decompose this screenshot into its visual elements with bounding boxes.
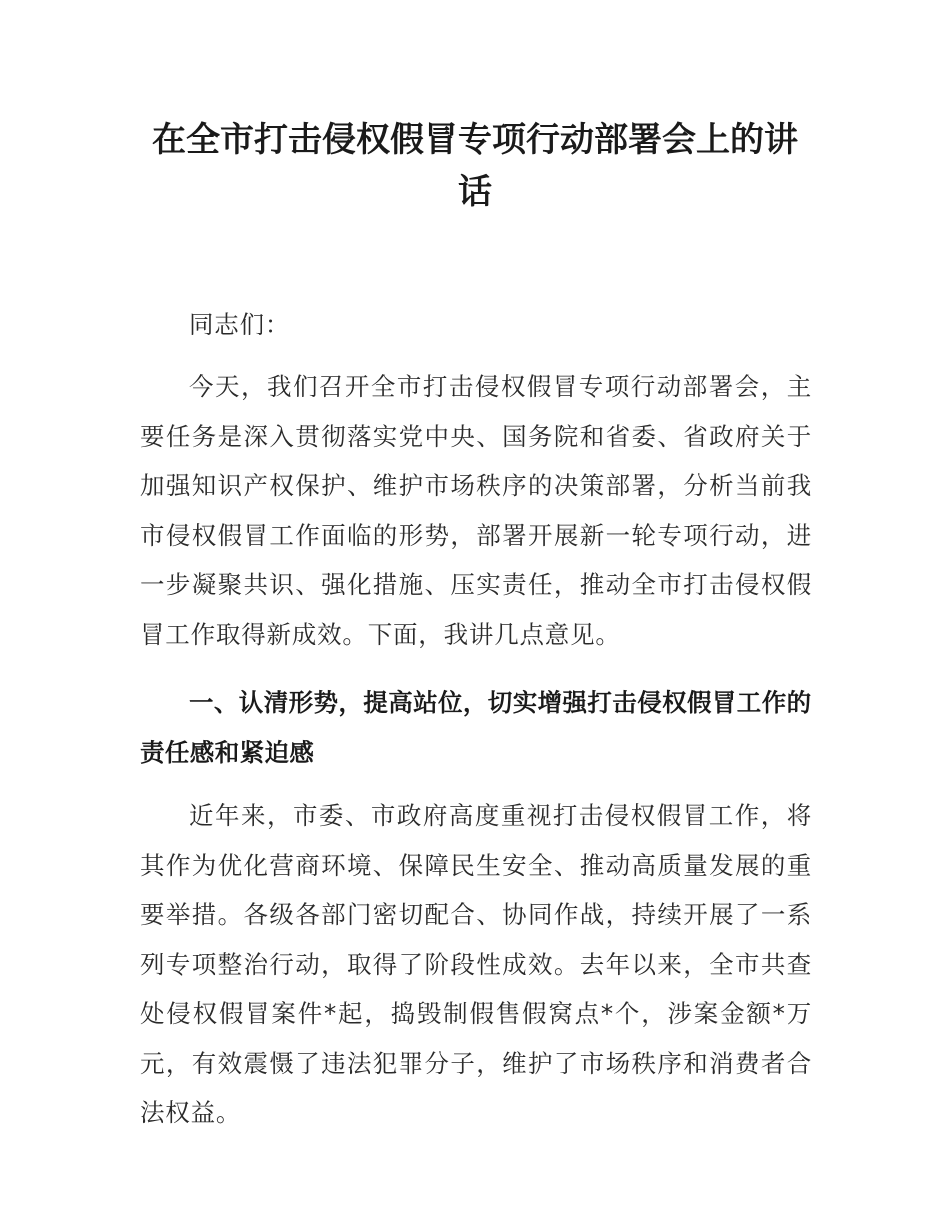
document-title: 在全市打击侵权假冒专项行动部署会上的讲话 [152,120,798,212]
body-paragraph-1: 今天，我们召开全市打击侵权假冒专项行动部署会，主要任务是深入贯彻落实党中央、国务院和省委、省政府关于加强知识产权保护、维护市场秩序的决策部署，分析当前我市侵权假冒工作面临的形势，部署开展新一轮专项行动，进一步凝聚共识、强化措施、压实责任，推动全市打击侵权假冒工作取得新成效。下面，我讲几点意见。 [140,372,812,649]
section-heading-1: 一、认清形势，提高站位，切实增强打击侵权假冒工作的责任感和紧迫感 [140,688,812,767]
body-paragraph-2: 近年来，市委、市政府高度重视打击侵权假冒工作，将其作为优化营商环境、保障民生安全、推动高质量发展的重要举措。各级各部门密切配合、协同作战，持续开展了一系列专项整治行动，取得了阶段性成效。去年以来，全市共查处侵权假冒案件*起，捣毁制假售假窝点*个，涉案金额*万元，有效震慑了违法犯罪分子，维护了市场秩序和消费者合法权益。 [140,801,812,1127]
salutation: 同志们： [189,310,291,339]
